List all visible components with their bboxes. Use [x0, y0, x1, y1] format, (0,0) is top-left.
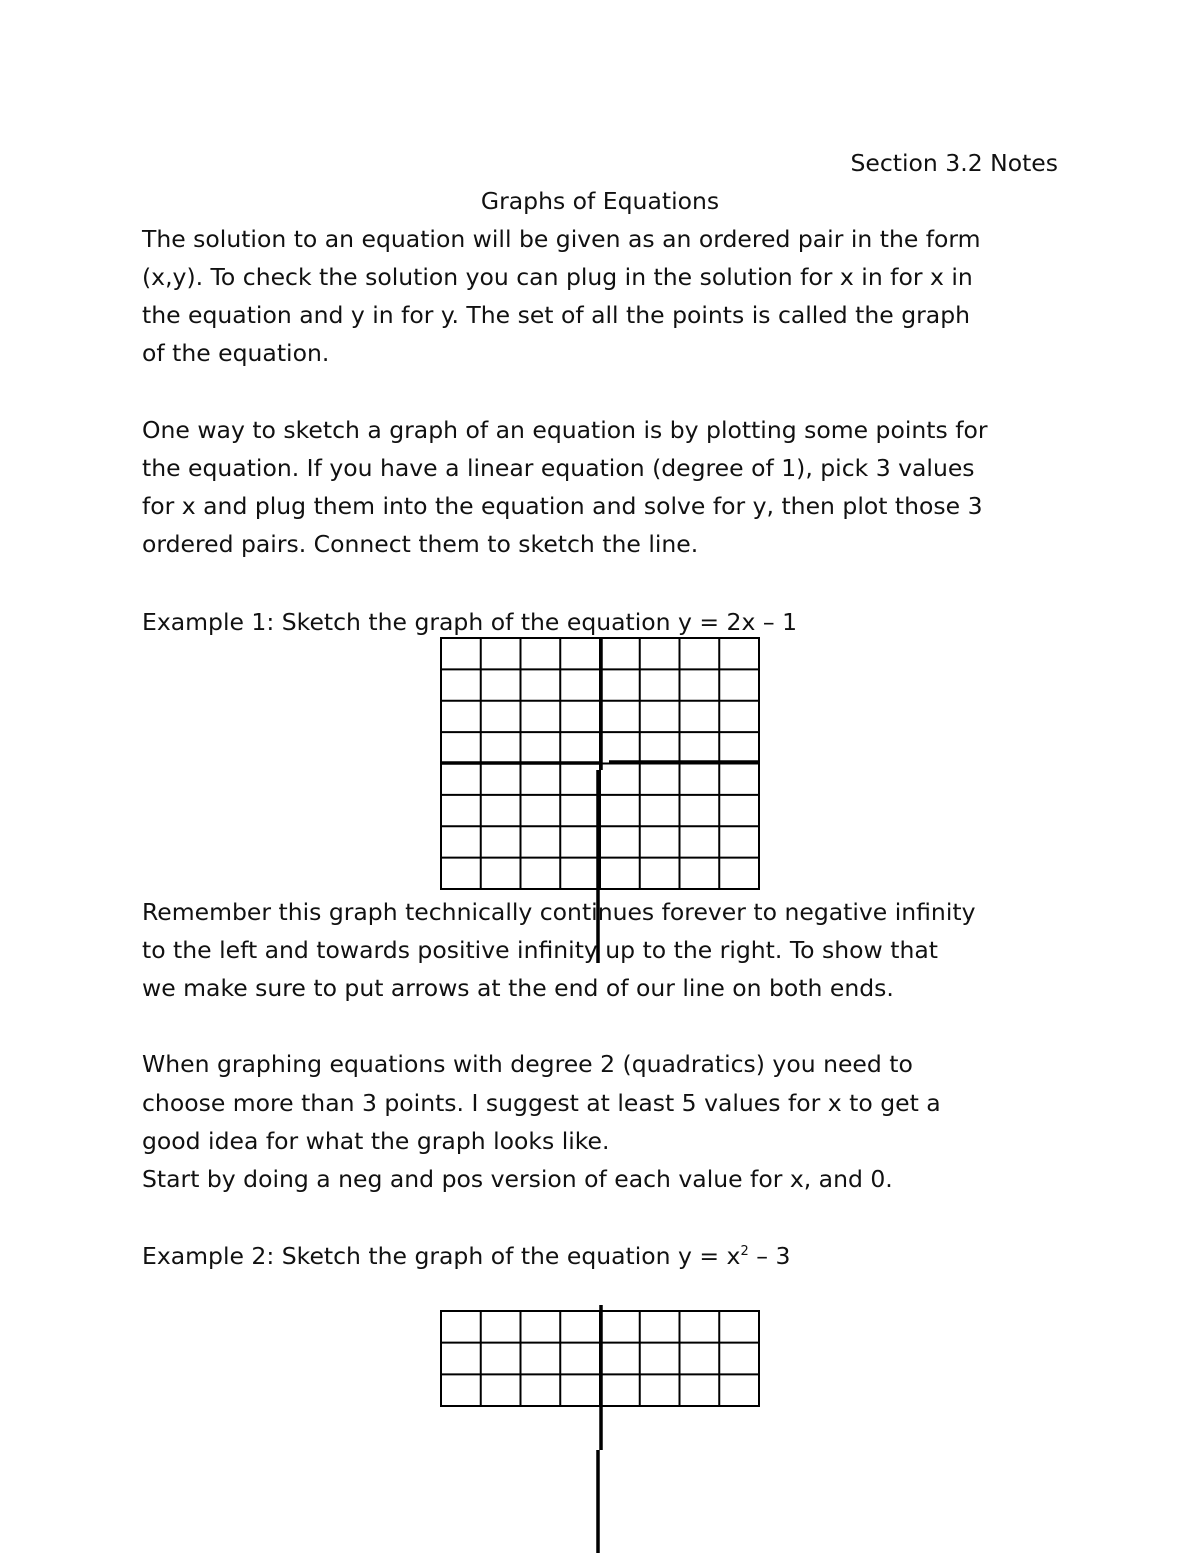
- paragraph-line: Start by doing a neg and pos version of each value for x, and 0.: [142, 1165, 893, 1193]
- graph-grid-1: [441, 638, 759, 963]
- example-2-label-suffix: – 3: [748, 1242, 791, 1270]
- graph-grid-2: [441, 1305, 759, 1553]
- paragraph-line: the equation. If you have a linear equation (degree of 1), pick 3 values: [142, 454, 975, 482]
- section-label: Section 3.2 Notes: [850, 149, 1058, 177]
- paragraph-line: good idea for what the graph looks like.: [142, 1127, 610, 1155]
- paragraph-line: The solution to an equation will be given as an ordered pair in the form: [142, 225, 981, 253]
- example-1-label: Example 1: Sketch the graph of the equation y = 2x – 1: [142, 608, 798, 636]
- example-2-label-text: Example 2: Sketch the graph of the equation y = x: [142, 1242, 741, 1270]
- page-title: Graphs of Equations: [480, 187, 720, 215]
- exponent: 2: [740, 1244, 749, 1259]
- paragraph-line: (x,y). To check the solution you can plug in the solution for x in for x in: [142, 263, 973, 291]
- paragraph-line: One way to sketch a graph of an equation is by plotting some points for: [142, 416, 988, 444]
- paragraph-line: of the equation.: [142, 339, 330, 367]
- paragraph-line: ordered pairs. Connect them to sketch the line.: [142, 530, 699, 558]
- paragraph-line: choose more than 3 points. I suggest at least 5 values for x to get a: [142, 1089, 941, 1117]
- paragraph-line: we make sure to put arrows at the end of our line on both ends.: [142, 974, 894, 1002]
- paragraph-line: When graphing equations with degree 2 (quadratics) you need to: [142, 1050, 913, 1078]
- paragraph-line: to the left and towards positive infinity up to the right. To show that: [142, 936, 938, 964]
- paragraph-line: Remember this graph technically continues forever to negative infinity: [142, 898, 976, 926]
- paragraph-line: for x and plug them into the equation and solve for y, then plot those 3: [142, 492, 983, 520]
- paragraph-line: the equation and y in for y. The set of all the points is called the graph: [142, 301, 971, 329]
